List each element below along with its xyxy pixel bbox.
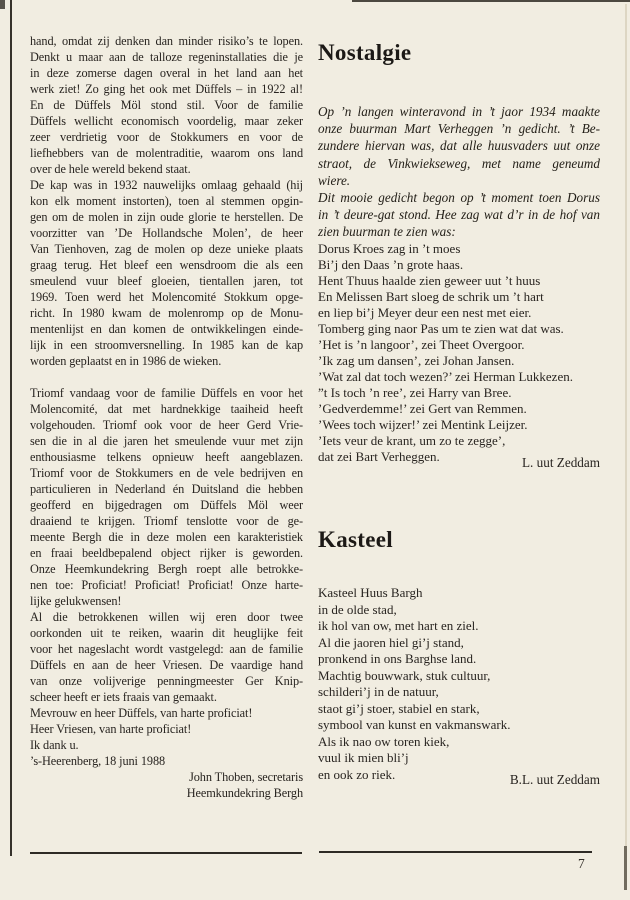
text-line: ’Ik zag um dansen’, zei Johan Jansen. (318, 353, 515, 368)
text-line: lijk in een stroomversnelling. In 1985 kan de kap (30, 338, 303, 352)
text-line: worden geplaatst en in 1986 de wieken. (30, 354, 222, 368)
text-line: Düffels en aan de heer Vriesen. De vaardige hand (30, 658, 303, 672)
body-paragraph-4 (30, 609, 303, 705)
right-page-edge-shadow-dark (624, 846, 627, 890)
text-line: en fraai beeldbepalend object rijker is geworden. (30, 546, 303, 560)
text-line: ik hol van ow, met hart en ziel. (318, 618, 479, 633)
text-line: dat zei Bart Verheggen. (318, 449, 440, 464)
text-line: Van Tienhoven, zag de molen op deze unieke plaats (30, 242, 303, 256)
footer-rule-left-column (30, 852, 302, 854)
text-line: van onze volijverige penningmeester Ger Knip- (30, 674, 303, 688)
text-line: De kap was in 1932 nauwelijks omlaag gehaald (hij (30, 178, 303, 192)
text-line: Dit mooie gedicht begon op ’t moment toen Dorus (318, 190, 600, 206)
text-line: ’Wees toch wijzer!’ zei Mentink Leijzer. (318, 417, 528, 432)
text-line: Heer Vriesen, van harte proficiat! (30, 722, 192, 736)
text-line: hand, omdat zij denken dan minder risiko’s te lopen. (30, 34, 303, 48)
text-line: Bi’j den Daas ’n grote haas. (318, 257, 464, 272)
text-line: ’s-Heerenberg, 18 juni 1988 (30, 754, 166, 768)
nostalgie-intro-paragraph-1 (318, 103, 600, 189)
kasteel-signature: B.L. uut Zeddam (509, 772, 600, 787)
text-line: meente Bergh die in deze molen een karakteristiek (30, 530, 303, 544)
text-line: Molencomité, dat met hardnekkige taaiheid heeft (30, 402, 303, 416)
text-line: Als ik nao ow toren kiek, (318, 733, 450, 749)
text-line: draaiend te krijgen. Triomf tenslotte voor de ge- (30, 514, 303, 528)
text-line: 1969. Toen werd het Molencomité Stokkum opge- (30, 290, 303, 304)
text-line: Tomberg ging naor Pas um te zien wat dat was. (318, 321, 564, 336)
text-line: enthousiasme telkens opnieuw heeft aangeblazen. (30, 450, 303, 464)
text-line: pronkend in ons Barghse land. (318, 651, 477, 666)
text-line: en liep bi’j Meyer deur een nest met eier. (318, 305, 532, 320)
text-line: mentenlijst en dan komen de ontwikkelingen einde- (30, 322, 303, 336)
text-line: voor het nageslacht wordt vastgelegd: aan de familie (30, 642, 303, 656)
section-title-nostalgie: Nostalgie (318, 40, 412, 65)
text-line: ’Iets veur de krant, um zo te zegge’, (318, 433, 506, 448)
text-line: ”t Is toch ’n ree’, zei Harry van Bree. (318, 385, 512, 400)
right-page-edge-shadow (625, 4, 627, 864)
sender-signature (30, 769, 303, 801)
kasteel-poem (318, 585, 600, 783)
text-line: particulieren in Nederland én Duitsland die hebben (30, 482, 303, 496)
nostalgie-signature: L. uut Zeddam (521, 455, 600, 470)
left-column (30, 33, 303, 801)
text-line: Hent Thuus haalde zien geweer uut ’t huus (318, 273, 541, 288)
text-line: Op ’n langen winteravond in ’t jaor 1934 maakte (318, 104, 600, 119)
text-line: in de olde stad, (318, 601, 397, 617)
text-line: Triomf vandaag voor de familie Düffels en voor het (30, 386, 303, 400)
text-line: ’Gedverdemme!’ zei Gert van Remmen. (318, 401, 527, 416)
text-line: zundere hiervan was, dat alle huusvaders uut onze (318, 138, 600, 154)
text-line: kon elk moment instorten), toen al stemmen opgin- (30, 194, 303, 208)
text-line: nen toe: Proficiat! Proficiat! Proficiat! Onze harte- (30, 578, 303, 592)
text-line: en ook zo riek. (318, 766, 396, 782)
text-line: En de Düffels Möl stond stil. Voor de familie (30, 98, 303, 112)
text-line: Triomf voor de Stokkumers en de vele bedrijven en (30, 466, 303, 480)
top-edge-scan-line (352, 0, 630, 2)
text-line: Dorus Kroes zag in ’t moes (318, 241, 461, 256)
text-line: Al die jaoren hiel gi’j stand, (318, 634, 464, 650)
text-line: Heemkundekring Bergh (186, 786, 303, 800)
text-line: Al die betrokkenen willen wij eren door twee (30, 610, 303, 624)
text-line: in ’t deure-gat stond. Hee zag wat d’r in de hof van (318, 207, 600, 223)
text-line: Kasteel Huus Bargh (318, 585, 423, 600)
nostalgie-intro (318, 103, 600, 241)
text-line: lijke gelukwensen! (30, 594, 122, 608)
text-line: liefhebbers van de molentraditie, waarom ons land (30, 146, 303, 160)
text-line: Denkt u maar aan de talloze regeninstallaties die je (30, 50, 303, 64)
text-line: straot, de Vinkwiekseweg, met name geneumd (318, 155, 600, 171)
closing-lines (30, 705, 303, 769)
footer-rule-right-column (319, 851, 592, 853)
text-line: Onze Heemkundekring Bergh roept alle betrokke- (30, 562, 303, 576)
body-paragraph-1 (30, 33, 303, 177)
text-line: werk ziet! Zo ging het ook met Düffels – in 1922 al! (30, 82, 303, 96)
page-number: 7 (578, 856, 585, 871)
text-line: En Melissen Bart sloeg de schrik um ’t hart (318, 289, 544, 304)
text-line: Mevrouw en heer Düffels, van harte proficiat! (30, 706, 253, 720)
text-line: gen om de molen in zijn oude glorie te herstellen. De (30, 210, 303, 224)
text-line: schilderi’j in de natuur, (318, 684, 439, 699)
text-line: ’Het is ’n langoor’, zei Theet Overgoor. (318, 337, 525, 352)
text-line: zeer verdrietig voor de Stokkumers en voor de (30, 130, 303, 144)
text-line: Ik dank u. (30, 738, 79, 752)
text-line: John Thoben, secretaris (189, 770, 303, 784)
text-line: richt. In 1980 kwam de molenromp op de Monu- (30, 306, 303, 320)
section-title-kasteel: Kasteel (318, 527, 393, 552)
text-line: wiere. (318, 172, 351, 188)
text-line: Machtig bouwwark, stuk cultuur, (318, 667, 491, 683)
text-line: volgehouden. Triomf ook voor de heer Gerd Vrie- (30, 418, 303, 432)
text-line: geofferd en bijgedragen om Düffels Möl weer (30, 498, 303, 512)
text-line: in deze zomerse dagen overal in het land aan het (30, 66, 303, 80)
text-line: voorzitter van ’De Hollandsche Molen’, de heer (30, 226, 303, 240)
top-left-scan-speck (0, 0, 5, 9)
text-line: graag terug. Het bleef een wensdroom die als een (30, 258, 303, 272)
nostalgie-intro-paragraph-2 (318, 189, 600, 241)
text-line: ’Wat zal dat toch wezen?’ zei Herman Lukkezen. (318, 369, 573, 384)
text-line: Düffels wellicht economisch voordelig, maar zeker (30, 114, 303, 128)
text-line: staot gi’j stoer, stabiel en stark, (318, 700, 480, 716)
nostalgie-poem (318, 241, 600, 465)
text-line: onze buurman Mart Verheggen ’n gedicht. ’t Be- (318, 121, 600, 137)
left-margin-rule (10, 0, 12, 856)
text-line: sen die in al die jaren het smeulende vuur met zijn (30, 434, 303, 448)
text-line: scheer heeft er iets fraais van gemaakt. (30, 690, 217, 704)
text-line: zien buurman te zien was: (318, 224, 456, 240)
body-paragraph-2 (30, 177, 303, 369)
text-line: oorkonden uit te reiken, waarin dit heuglijke feit (30, 626, 303, 640)
text-line: smeulend vuur bleef gloeien, tientallen jaren, tot (30, 274, 303, 288)
text-line: vuul ik mien bli’j (318, 750, 409, 765)
body-paragraph-3 (30, 385, 303, 609)
text-line: over de hele wereld bekend staat. (30, 162, 191, 176)
text-line: symbool van kunst en vakmanswark. (318, 717, 511, 732)
